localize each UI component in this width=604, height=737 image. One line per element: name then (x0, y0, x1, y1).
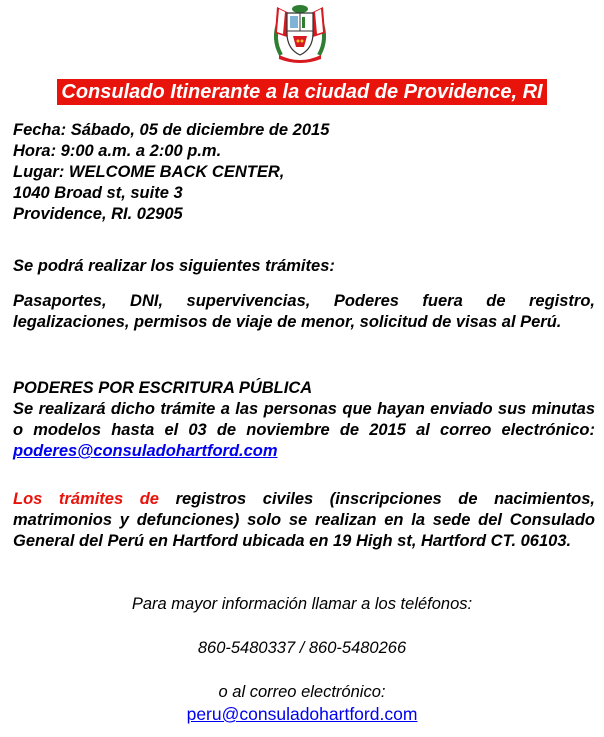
contact-info-text: Para mayor información llamar a los teléfonos: (131, 595, 473, 613)
event-address-line2: Providence, RI. 02905 (13, 205, 183, 223)
banner-container (0, 79, 604, 105)
powers-section (13, 399, 595, 462)
civil-body: registros civiles (inscripciones de nacimientos, matrimonios y defunciones) solo se realizan en la sede del Consulado General del Perú en Hartford ubicada en 19 High st, Hartford CT. 06103. (13, 490, 595, 550)
contact-email-row (0, 704, 604, 725)
event-place: Lugar: WELCOME BACK CENTER, (13, 163, 285, 181)
contact-email-link[interactable]: peru@consuladohartford.com (186, 704, 418, 724)
powers-body: Se realizará dicho trámite a las personas que hayan enviado sus minutas o modelos hasta el 03 de noviembre de 2015 al correo electrónico: (13, 400, 595, 439)
peru-coat-of-arms-icon (267, 3, 333, 65)
civil-red-prefix: Los trámites de (13, 490, 159, 508)
civil-section (13, 489, 595, 552)
event-details (13, 120, 595, 225)
event-time: Hora: 9:00 a.m. a 2:00 p.m. (13, 142, 222, 160)
contact-email-text: o al correo electrónico: (218, 683, 386, 701)
powers-email-link[interactable]: poderes@consuladohartford.com (13, 442, 278, 460)
event-date: Fecha: Sábado, 05 de diciembre de 2015 (13, 121, 330, 139)
contact-phones: 860-5480337 / 860-5480266 (197, 639, 407, 657)
services-list: Pasaportes, DNI, supervivencias, Poderes fuera de registro, legalizaciones, permisos de viaje de menor, solicitud de visas al Perú. (13, 292, 595, 331)
powers-heading: PODERES POR ESCRITURA PÚBLICA (13, 379, 313, 397)
banner-title: Consulado Itinerante a la ciudad de Providence, RI (57, 79, 546, 105)
event-address-line1: 1040 Broad st, suite 3 (13, 184, 183, 202)
services-intro: Se podrá realizar los siguientes trámites: (13, 257, 335, 275)
